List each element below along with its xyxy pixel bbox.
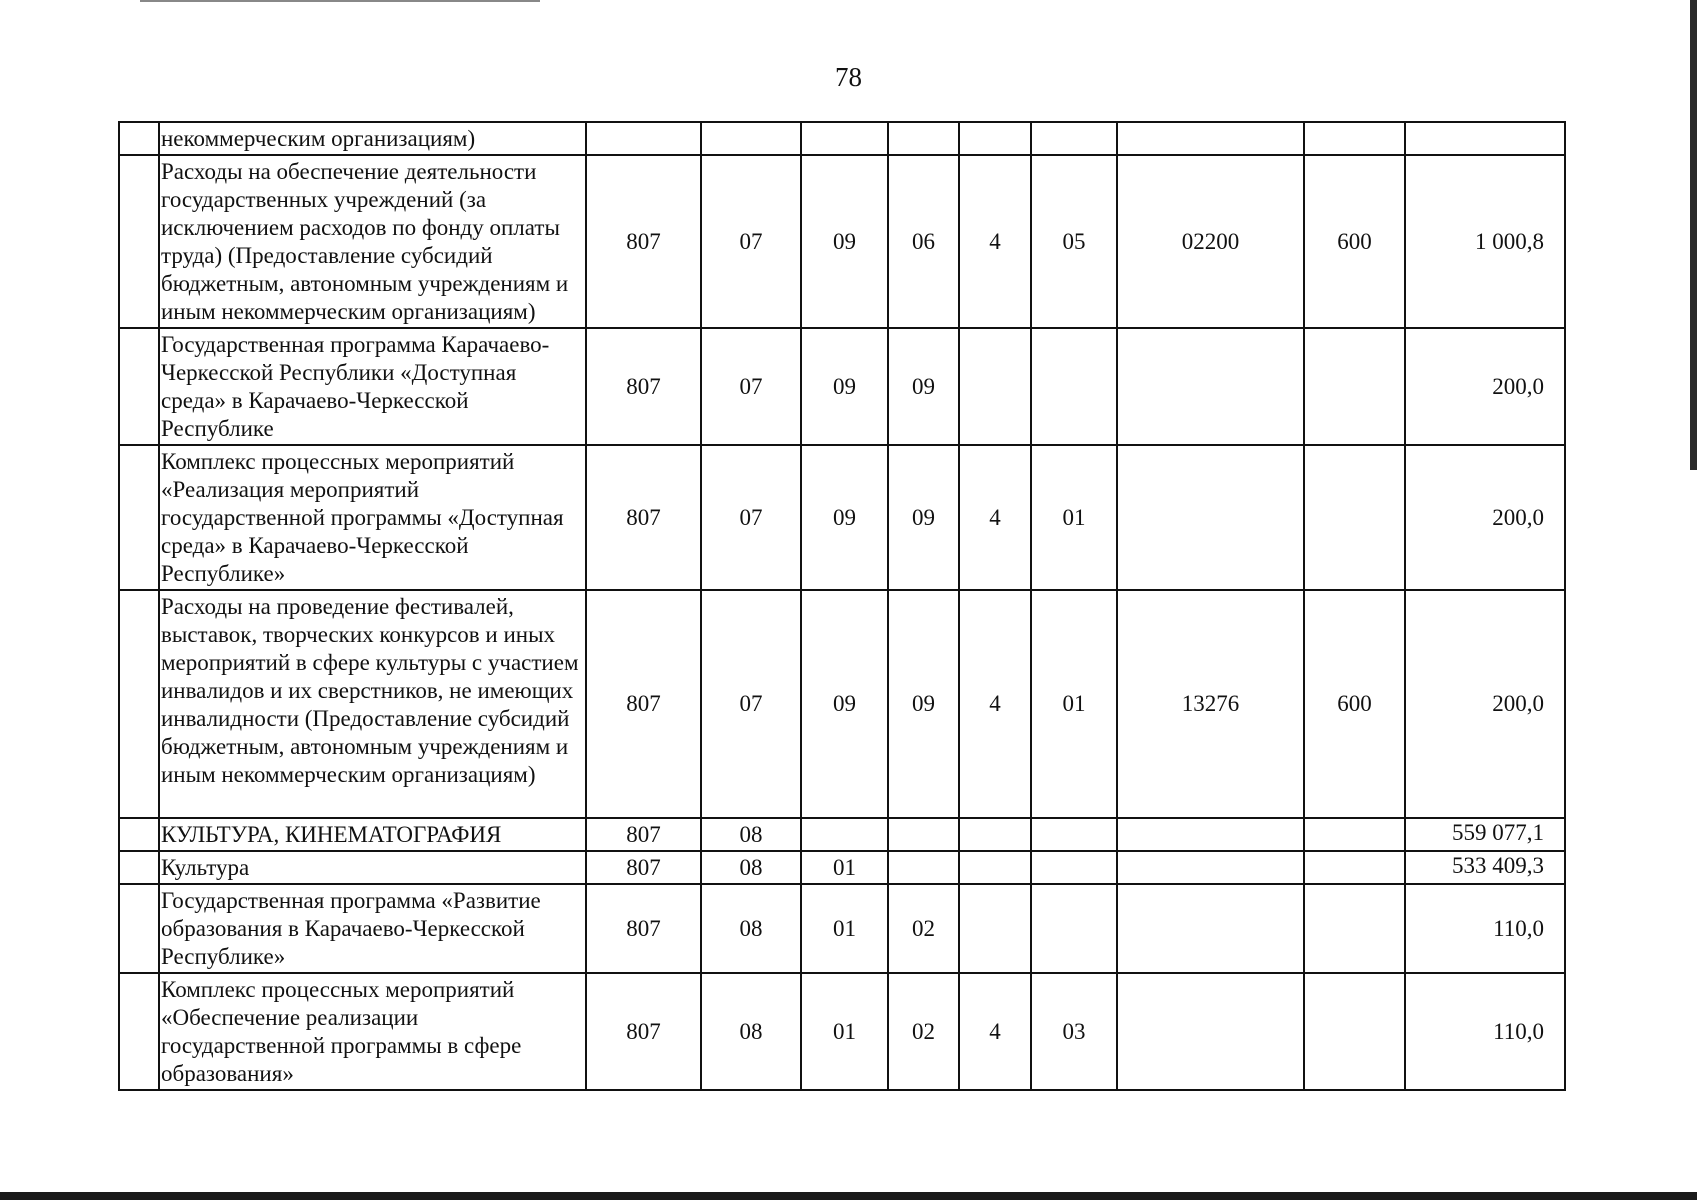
direction-code <box>1117 884 1304 973</box>
amount: 200,0 <box>1405 445 1565 590</box>
subsection-code: 09 <box>801 155 888 328</box>
amount: 200,0 <box>1405 590 1565 818</box>
row-name: КУЛЬТУРА, КИНЕМАТОГРАФИЯ <box>159 818 586 851</box>
ministry-code: 807 <box>586 155 701 328</box>
program-code: 02 <box>888 973 959 1090</box>
structure-code: 4 <box>959 590 1031 818</box>
table-row <box>119 851 1565 884</box>
row-marker-cell <box>119 973 159 1090</box>
event-code <box>1031 122 1117 155</box>
row-marker-cell <box>119 851 159 884</box>
subsection-code: 09 <box>801 445 888 590</box>
expense-type-code <box>1304 122 1405 155</box>
ministry-code: 807 <box>586 590 701 818</box>
row-marker-cell <box>119 590 159 818</box>
amount: 110,0 <box>1405 973 1565 1090</box>
table-row <box>119 122 1565 155</box>
event-code <box>1031 851 1117 884</box>
row-name: Комплекс процессных мероприятий «Реализация мероприятий государственной программы «Доступная среда» в Карачаево-Черкесской Республике» <box>159 445 586 590</box>
amount: 110,0 <box>1405 884 1565 973</box>
table-row <box>119 818 1565 851</box>
subsection-code: 01 <box>801 973 888 1090</box>
row-name: некоммерческим организациям) <box>159 122 586 155</box>
event-code <box>1031 884 1117 973</box>
section-code: 08 <box>701 884 801 973</box>
program-code: 09 <box>888 590 959 818</box>
table-row <box>119 155 1565 328</box>
table-row <box>119 884 1565 973</box>
direction-code <box>1117 973 1304 1090</box>
row-marker-cell <box>119 122 159 155</box>
row-marker-cell <box>119 155 159 328</box>
budget-table <box>118 121 1566 1091</box>
section-code: 07 <box>701 328 801 445</box>
ministry-code: 807 <box>586 328 701 445</box>
section-code: 07 <box>701 155 801 328</box>
subsection-code: 01 <box>801 851 888 884</box>
structure-code <box>959 122 1031 155</box>
subsection-code <box>801 122 888 155</box>
section-code: 08 <box>701 973 801 1090</box>
row-name: Комплекс процессных мероприятий «Обеспечение реализации государственной программы в сфере образования» <box>159 973 586 1090</box>
amount: 533 409,3 <box>1405 851 1565 884</box>
structure-code <box>959 851 1031 884</box>
structure-code <box>959 818 1031 851</box>
expense-type-code <box>1304 973 1405 1090</box>
event-code: 01 <box>1031 445 1117 590</box>
program-code: 02 <box>888 884 959 973</box>
table-row <box>119 445 1565 590</box>
direction-code: 13276 <box>1117 590 1304 818</box>
table-row <box>119 590 1565 818</box>
subsection-code: 09 <box>801 590 888 818</box>
expense-type-code <box>1304 328 1405 445</box>
row-name: Расходы на проведение фестивалей, выставок, творческих конкурсов и иных мероприятий в сфере культуры с участием инвалидов и их сверстников, не имеющих инвалидности (Предоставление субсидий бюджетным, автономным учреждениям и иным некоммерческим организациям) <box>159 590 586 818</box>
event-code: 03 <box>1031 973 1117 1090</box>
section-code <box>701 122 801 155</box>
ministry-code: 807 <box>586 445 701 590</box>
row-marker-cell <box>119 328 159 445</box>
expense-type-code <box>1304 445 1405 590</box>
event-code <box>1031 328 1117 445</box>
expense-type-code <box>1304 851 1405 884</box>
row-marker-cell <box>119 818 159 851</box>
page-number: 78 <box>835 62 862 92</box>
subsection-code: 09 <box>801 328 888 445</box>
scan-artifact-top-line <box>140 0 540 2</box>
ministry-code: 807 <box>586 851 701 884</box>
structure-code <box>959 328 1031 445</box>
expense-type-code: 600 <box>1304 155 1405 328</box>
table-row <box>119 973 1565 1090</box>
section-code: 07 <box>701 590 801 818</box>
structure-code: 4 <box>959 445 1031 590</box>
ministry-code: 807 <box>586 884 701 973</box>
direction-code <box>1117 445 1304 590</box>
ministry-code: 807 <box>586 818 701 851</box>
subsection-code <box>801 818 888 851</box>
subsection-code: 01 <box>801 884 888 973</box>
section-code: 08 <box>701 851 801 884</box>
structure-code: 4 <box>959 973 1031 1090</box>
direction-code <box>1117 328 1304 445</box>
ministry-code <box>586 122 701 155</box>
row-name: Государственная программа «Развитие образования в Карачаево-Черкесской Республике» <box>159 884 586 973</box>
structure-code: 4 <box>959 155 1031 328</box>
event-code <box>1031 818 1117 851</box>
amount: 559 077,1 <box>1405 818 1565 851</box>
event-code: 05 <box>1031 155 1117 328</box>
row-name: Расходы на обеспечение деятельности государственных учреждений (за исключением расходов по фонду оплаты труда) (Предоставление субсидий бюджетным, автономным учреждениям и иным некоммерческим организациям) <box>159 155 586 328</box>
program-code <box>888 851 959 884</box>
amount: 200,0 <box>1405 328 1565 445</box>
row-marker-cell <box>119 445 159 590</box>
row-name: Государственная программа Карачаево-Черкесской Республики «Доступная среда» в Карачаево-Черкесской Республике <box>159 328 586 445</box>
section-code: 08 <box>701 818 801 851</box>
expense-type-code: 600 <box>1304 590 1405 818</box>
row-name: Культура <box>159 851 586 884</box>
direction-code: 02200 <box>1117 155 1304 328</box>
scan-artifact-bottom-bar <box>0 1192 1697 1200</box>
event-code: 01 <box>1031 590 1117 818</box>
table-row <box>119 328 1565 445</box>
expense-type-code <box>1304 818 1405 851</box>
row-marker-cell <box>119 884 159 973</box>
program-code: 06 <box>888 155 959 328</box>
program-code <box>888 122 959 155</box>
program-code: 09 <box>888 328 959 445</box>
direction-code <box>1117 818 1304 851</box>
program-code <box>888 818 959 851</box>
program-code: 09 <box>888 445 959 590</box>
section-code: 07 <box>701 445 801 590</box>
direction-code <box>1117 122 1304 155</box>
direction-code <box>1117 851 1304 884</box>
amount <box>1405 122 1565 155</box>
expense-type-code <box>1304 884 1405 973</box>
amount: 1 000,8 <box>1405 155 1565 328</box>
structure-code <box>959 884 1031 973</box>
ministry-code: 807 <box>586 973 701 1090</box>
